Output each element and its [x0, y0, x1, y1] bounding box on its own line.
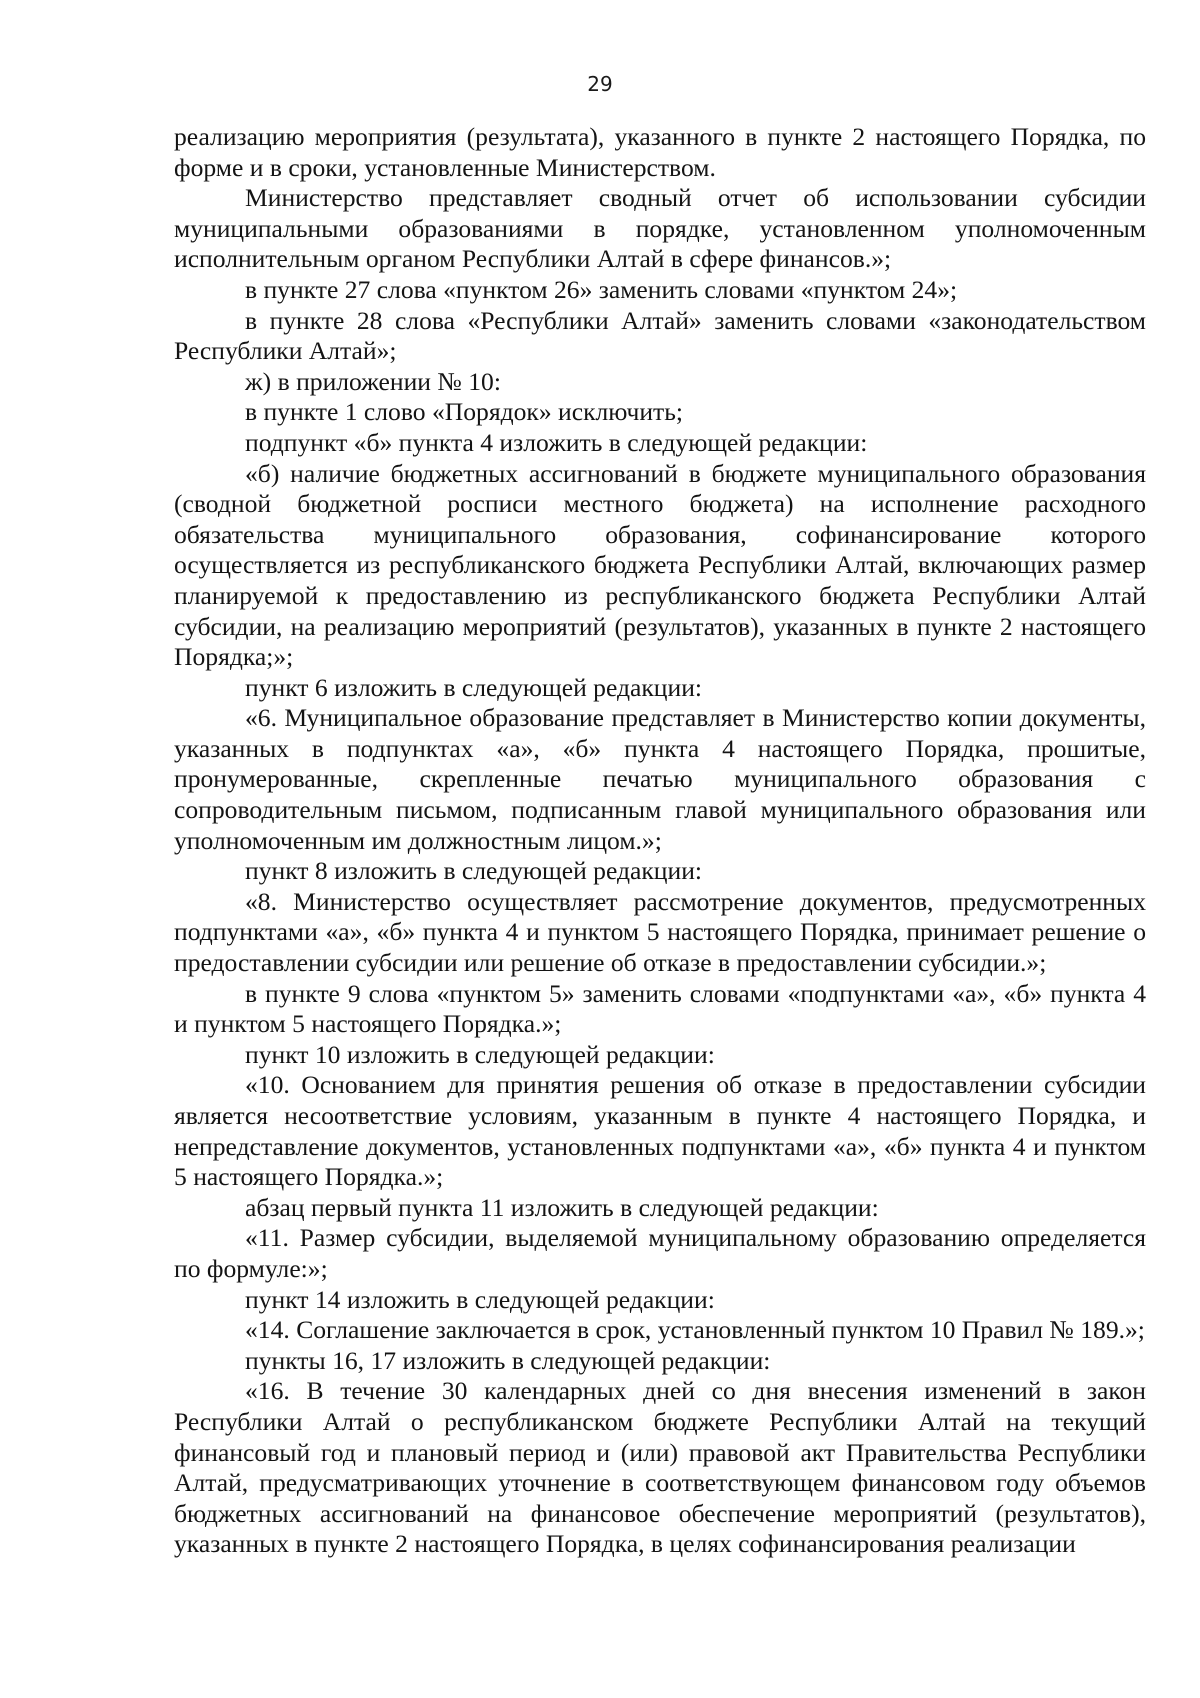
- paragraph-item-16: «16. В течение 30 календарных дней со дня внесения изменений в закон Республики Алтай о республиканском бюджете Республики Алтай на текущий финансовый год и плановый период и (или) правовой акт Правительства Республики Алтай, предусматривающих уточнение в соответствующем финансовом году объемов бюджетных ассигнований на финансовое обеспечение мероприятий (результатов), указанных в пункте 2 настоящего Порядка, в целях софинансирования реализации: [174, 1376, 1146, 1559]
- paragraph-item-11: «11. Размер субсидии, выделяемой муниципальному образованию определяется по формуле:»;: [174, 1223, 1146, 1283]
- paragraph-item-6: «6. Муниципальное образование представляет в Министерство копии документы, указанных в подпунктах «а», «б» пункта 4 настоящего Порядка, прошитые, пронумерованные, скрепленные печатью муниципального образования с сопроводительным письмом, подписанным главой муниципального образования или уполномоченным им должностным лицом.»;: [174, 703, 1146, 855]
- paragraph-subitem-b-intro: подпункт «б» пункта 4 изложить в следующей редакции:: [245, 427, 868, 457]
- paragraph-item-10: «10. Основанием для принятия решения об отказе в предоставлении субсидии является несоответствие условиям, указанным в пункте 4 настоящего Порядка, и непредставление документов, установленных подпунктами «а», «б» пункта 4 и пунктом 5 настоящего Порядка.»;: [174, 1070, 1146, 1192]
- paragraph-item-10-intro: пункт 10 изложить в следующей редакции:: [245, 1039, 715, 1069]
- paragraph-item-28: в пункте 28 слова «Республики Алтай» заменить словами «законодательством Республики Алтай»;: [174, 305, 1146, 366]
- page-number: 29: [587, 72, 613, 96]
- paragraph-continuation: реализацию мероприятия (результата), указанного в пункте 2 настоящего Порядка, по форме и в сроки, установленные Министерством.: [174, 122, 1146, 182]
- paragraph-item-6-intro: пункт 6 изложить в следующей редакции:: [245, 672, 703, 702]
- paragraph-subitem-b: «б) наличие бюджетных ассигнований в бюджете муниципального образования (сводной бюджетной росписи местного бюджета) на исполнение расходного обязательства муниципального образования, софинансирование которого осуществляется из республиканского бюджета Республики Алтай, включающих размер планируемой к предоставлению из республиканского бюджета Республики Алтай субсидии, на реализацию мероприятий (результатов), указанных в пункте 2 настоящего Порядка;»;: [174, 458, 1146, 672]
- paragraph-item-8: «8. Министерство осуществляет рассмотрение документов, предусмотренных подпунктами «а», «б» пункта 4 и пунктом 5 настоящего Порядка, принимает решение о предоставлении субсидии или решение об отказе в предоставлении субсидии.»;: [174, 886, 1146, 978]
- paragraph-item-9: в пункте 9 слова «пунктом 5» заменить словами «подпунктами «а», «б» пункта 4 и пунктом 5 настоящего Порядка.»;: [174, 978, 1146, 1039]
- paragraph-item-1: в пункте 1 слово «Порядок» исключить;: [245, 397, 683, 427]
- paragraph-appendix-10: ж) в приложении № 10:: [245, 366, 501, 396]
- paragraph-items-16-17-intro: пункты 16, 17 изложить в следующей редакции:: [245, 1345, 771, 1375]
- paragraph-item-27: в пункте 27 слова «пунктом 26» заменить словами «пунктом 24»;: [245, 274, 958, 304]
- paragraph-item-14: «14. Соглашение заключается в срок, установленный пунктом 10 Правил № 189.»;: [245, 1315, 1145, 1345]
- document-body: [174, 122, 1146, 1560]
- paragraph-item-11-intro: абзац первый пункта 11 изложить в следующей редакции:: [245, 1192, 879, 1222]
- paragraph-ministry-report: Министерство представляет сводный отчет об использовании субсидии муниципальными образованиями в порядке, установленном уполномоченным исполнительным органом Республики Алтай в сфере финансов.»;: [174, 183, 1146, 274]
- paragraph-item-14-intro: пункт 14 изложить в следующей редакции:: [245, 1284, 715, 1314]
- paragraph-item-8-intro: пункт 8 изложить в следующей редакции:: [245, 856, 703, 886]
